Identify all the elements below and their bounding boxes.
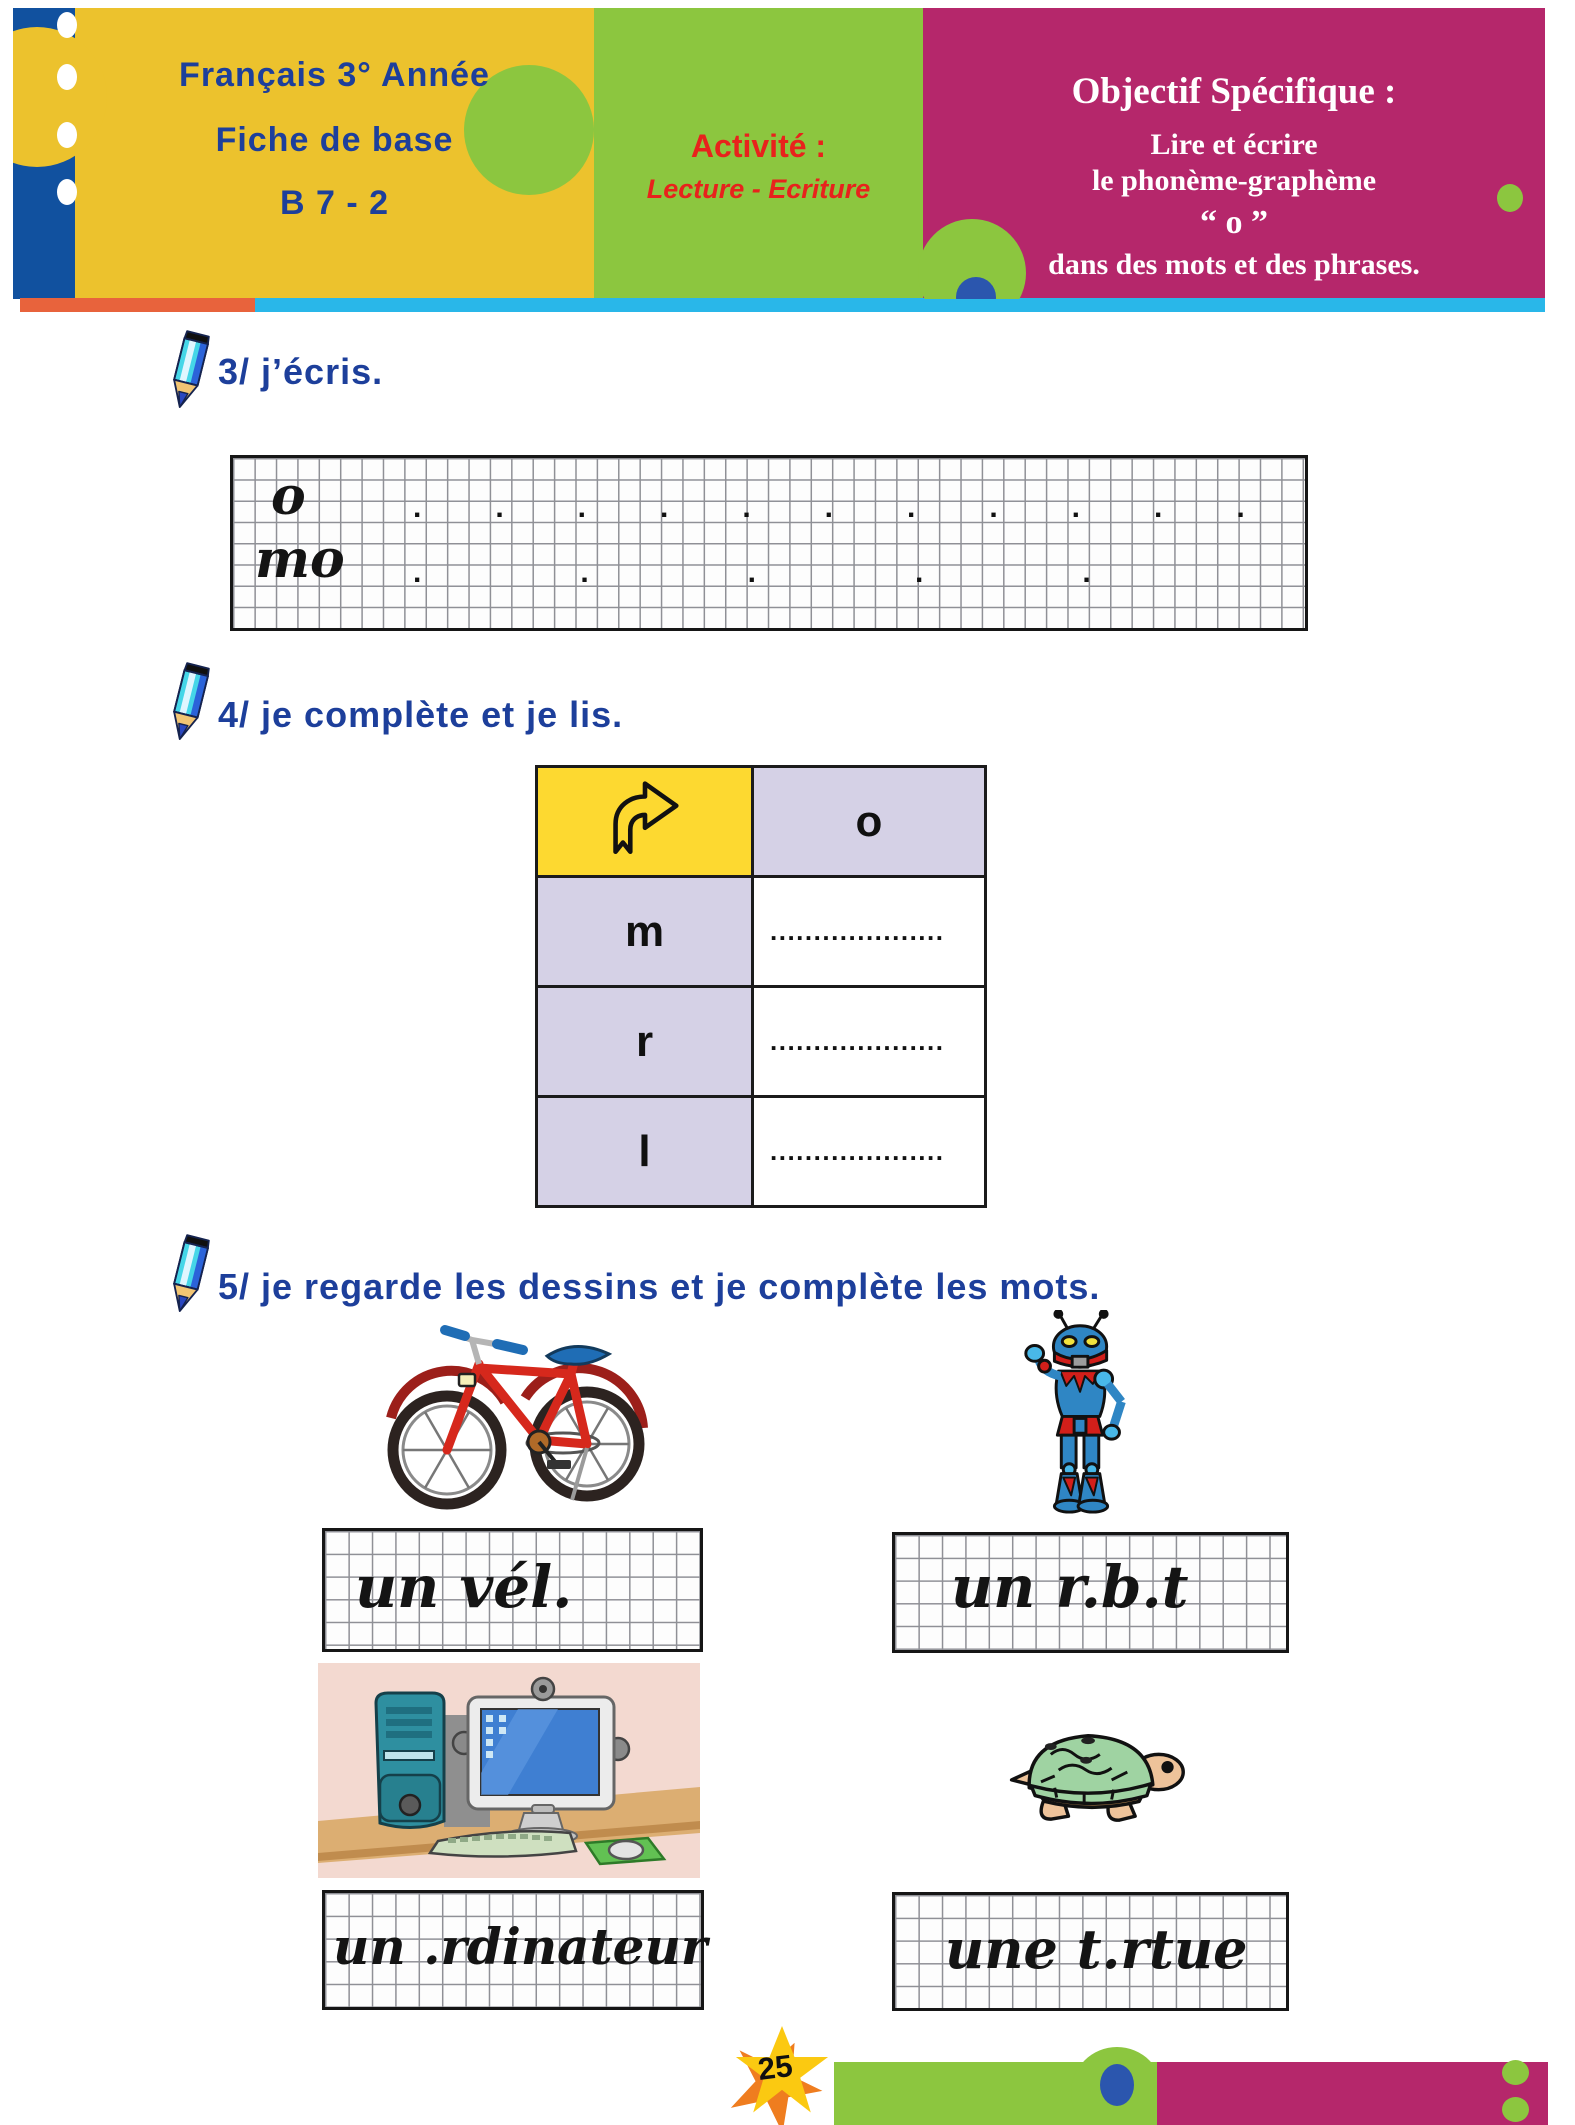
punch-hole-dot (57, 64, 77, 90)
header-band (13, 8, 1545, 299)
divider-cyan-segment (255, 298, 1545, 312)
answer-grid-turtle (892, 1892, 1289, 2011)
objective-line: le phonème-graphème (1091, 164, 1377, 197)
activity-label: Activité : (690, 128, 827, 164)
curved-arrow-icon (599, 848, 691, 865)
table-answer-cell: .................... (753, 877, 986, 987)
guide-dots-row: ........... (413, 491, 1319, 524)
answer-text: un .rdinateur (333, 1917, 708, 1976)
table-corner-cell (537, 767, 753, 877)
objective-line: Lire et écrire (1150, 128, 1318, 161)
table-letter-l: l (537, 1097, 753, 1207)
activity-value: Lecture - Ecriture (646, 174, 871, 204)
table-header-letter: o (753, 767, 986, 877)
course-title: Français 3° Année (179, 56, 490, 94)
objective-line: dans des mots et des phrases. (1048, 248, 1420, 281)
table-answer-cell: .................... (753, 987, 986, 1097)
guide-dots-row: ..... (413, 556, 1250, 589)
section4-title: 4/ je complète et je lis. (218, 694, 624, 735)
punch-hole-dot (57, 12, 77, 38)
cursive-model-o: o (271, 466, 306, 527)
cursive-model-mo: mo (255, 529, 345, 590)
answer-grid-bicycle (322, 1528, 703, 1652)
table-letter-r: r (537, 987, 753, 1097)
footer-blue-dot (1100, 2064, 1134, 2106)
section3-title: 3/ j’écris. (218, 351, 384, 392)
bicycle-image (375, 1312, 655, 1517)
answer-grid-robot (892, 1532, 1289, 1653)
footer-magenta-bar (1157, 2062, 1548, 2125)
objective-phoneme: “ o ” (1200, 204, 1268, 241)
section5-title: 5/ je regarde les dessins et je complète les mots. (218, 1266, 1101, 1307)
robot-image (1020, 1310, 1145, 1522)
pencil-icon (156, 325, 222, 414)
punch-hole-dot (57, 122, 77, 148)
answer-text: un vél. (355, 1553, 573, 1621)
handwriting-grid (230, 455, 1319, 631)
sheet-code: B 7 - 2 (279, 184, 390, 222)
computer-image (318, 1663, 700, 1883)
punch-hole-dot (57, 179, 77, 205)
footer-green-dot (1502, 2097, 1529, 2122)
answer-text: un r.b.t (951, 1553, 1189, 1621)
answer-grid-computer (322, 1890, 708, 2010)
sheet-type: Fiche de base (215, 121, 454, 159)
footer-green-dot (1502, 2060, 1529, 2085)
objective-title: Objectif Spécifique : (1071, 71, 1397, 112)
table-answer-cell: .................... (753, 1097, 986, 1207)
answer-text: une t.rtue (945, 1917, 1248, 1981)
pencil-icon (156, 1229, 222, 1318)
divider-orange-segment (20, 298, 255, 312)
pencil-icon (156, 657, 222, 746)
completion-table (535, 765, 987, 1208)
turtle-image (993, 1723, 1191, 1831)
table-letter-m: m (537, 877, 753, 987)
page-number: 25 (755, 2048, 795, 2087)
page-number-star (732, 2024, 836, 2125)
